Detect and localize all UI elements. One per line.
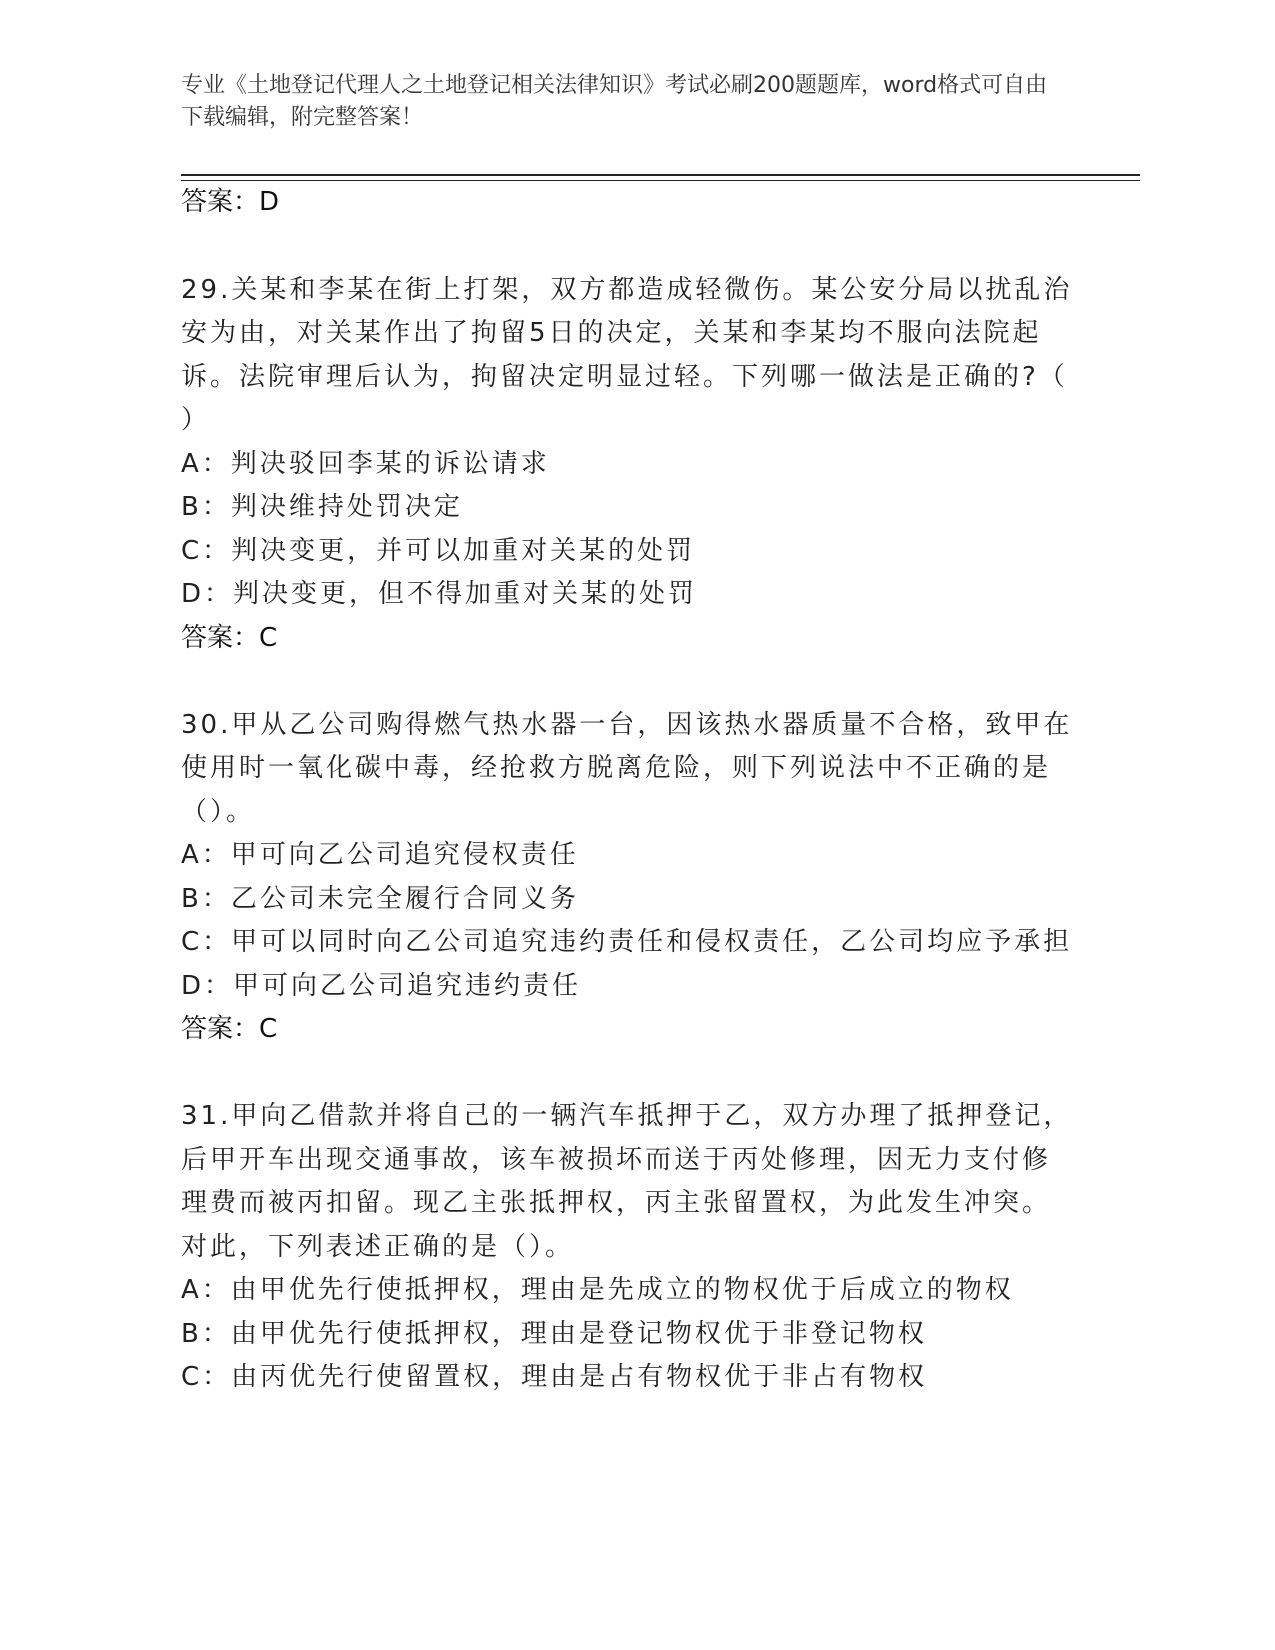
question-29-line-4: ）	[181, 405, 211, 435]
question-30-line-1: 30.甲从乙公司购得燃气热水器一台，因该热水器质量不合格，致甲在	[181, 710, 1073, 740]
question-30-option-b: B：乙公司未完全履行合同义务	[181, 884, 579, 914]
question-31-option-a: A：由甲优先行使抵押权，理由是先成立的物权优于后成立的物权	[181, 1275, 1014, 1305]
question-31-line-4: 对此，下列表述正确的是（）。	[181, 1232, 575, 1262]
question-30-option-c: C：甲可以同时向乙公司追究违约责任和侵权责任，乙公司均应予承担	[181, 927, 1073, 957]
header-rule-thin	[181, 180, 1140, 181]
question-30-option-d: D：甲可向乙公司追究违约责任	[181, 971, 582, 1001]
question-29-option-c: C：判决变更，并可以加重对关某的处罚	[181, 536, 696, 566]
question-30-line-3: （）。	[181, 797, 256, 827]
answer-29: 答案：C	[181, 623, 278, 653]
question-30-option-a: A：甲可向乙公司追究侵权责任	[181, 840, 579, 870]
answer-28: 答案：D	[181, 187, 280, 217]
question-29-option-a: A：判决驳回李某的诉讼请求	[181, 449, 550, 479]
question-31-line-2: 后甲开车出现交通事故，该车被损坏而送于丙处修理，因无力支付修	[181, 1145, 1052, 1175]
question-31-line-3: 理费而被丙扣留。现乙主张抵押权，丙主张留置权，为此发生冲突。	[181, 1188, 1052, 1218]
question-29-line-2: 安为由，对关某作出了拘留5日的决定，关某和李某均不服向法院起	[181, 318, 1042, 348]
question-31-line-1: 31.甲向乙借款并将自己的一辆汽车抵押于乙，双方办理了抵押登记，	[181, 1101, 1073, 1131]
question-29-line-1: 29.关某和李某在街上打架，双方都造成轻微伤。某公安分局以扰乱治	[181, 275, 1073, 305]
question-31-option-c: C：由丙优先行使留置权，理由是占有物权优于非占有物权	[181, 1362, 928, 1392]
question-29-line-3: 诉。法院审理后认为，拘留决定明显过轻。下列哪一做法是正确的?（	[181, 362, 1068, 392]
header-rule-thick	[181, 174, 1140, 176]
question-30-line-2: 使用时一氧化碳中毒，经抢救方脱离危险，则下列说法中不正确的是	[181, 753, 1052, 783]
question-29-option-b: B：判决维持处罚决定	[181, 492, 463, 522]
question-29-option-d: D：判决变更，但不得加重对关某的处罚	[181, 579, 698, 609]
document-header: 专业《土地登记代理人之土地登记相关法律知识》考试必刷200题题库，word格式可自由下载编辑，附完整答案！	[181, 73, 1048, 130]
answer-30: 答案：C	[181, 1014, 278, 1044]
question-31-option-b: B：由甲优先行使抵押权，理由是登记物权优于非登记物权	[181, 1319, 927, 1349]
